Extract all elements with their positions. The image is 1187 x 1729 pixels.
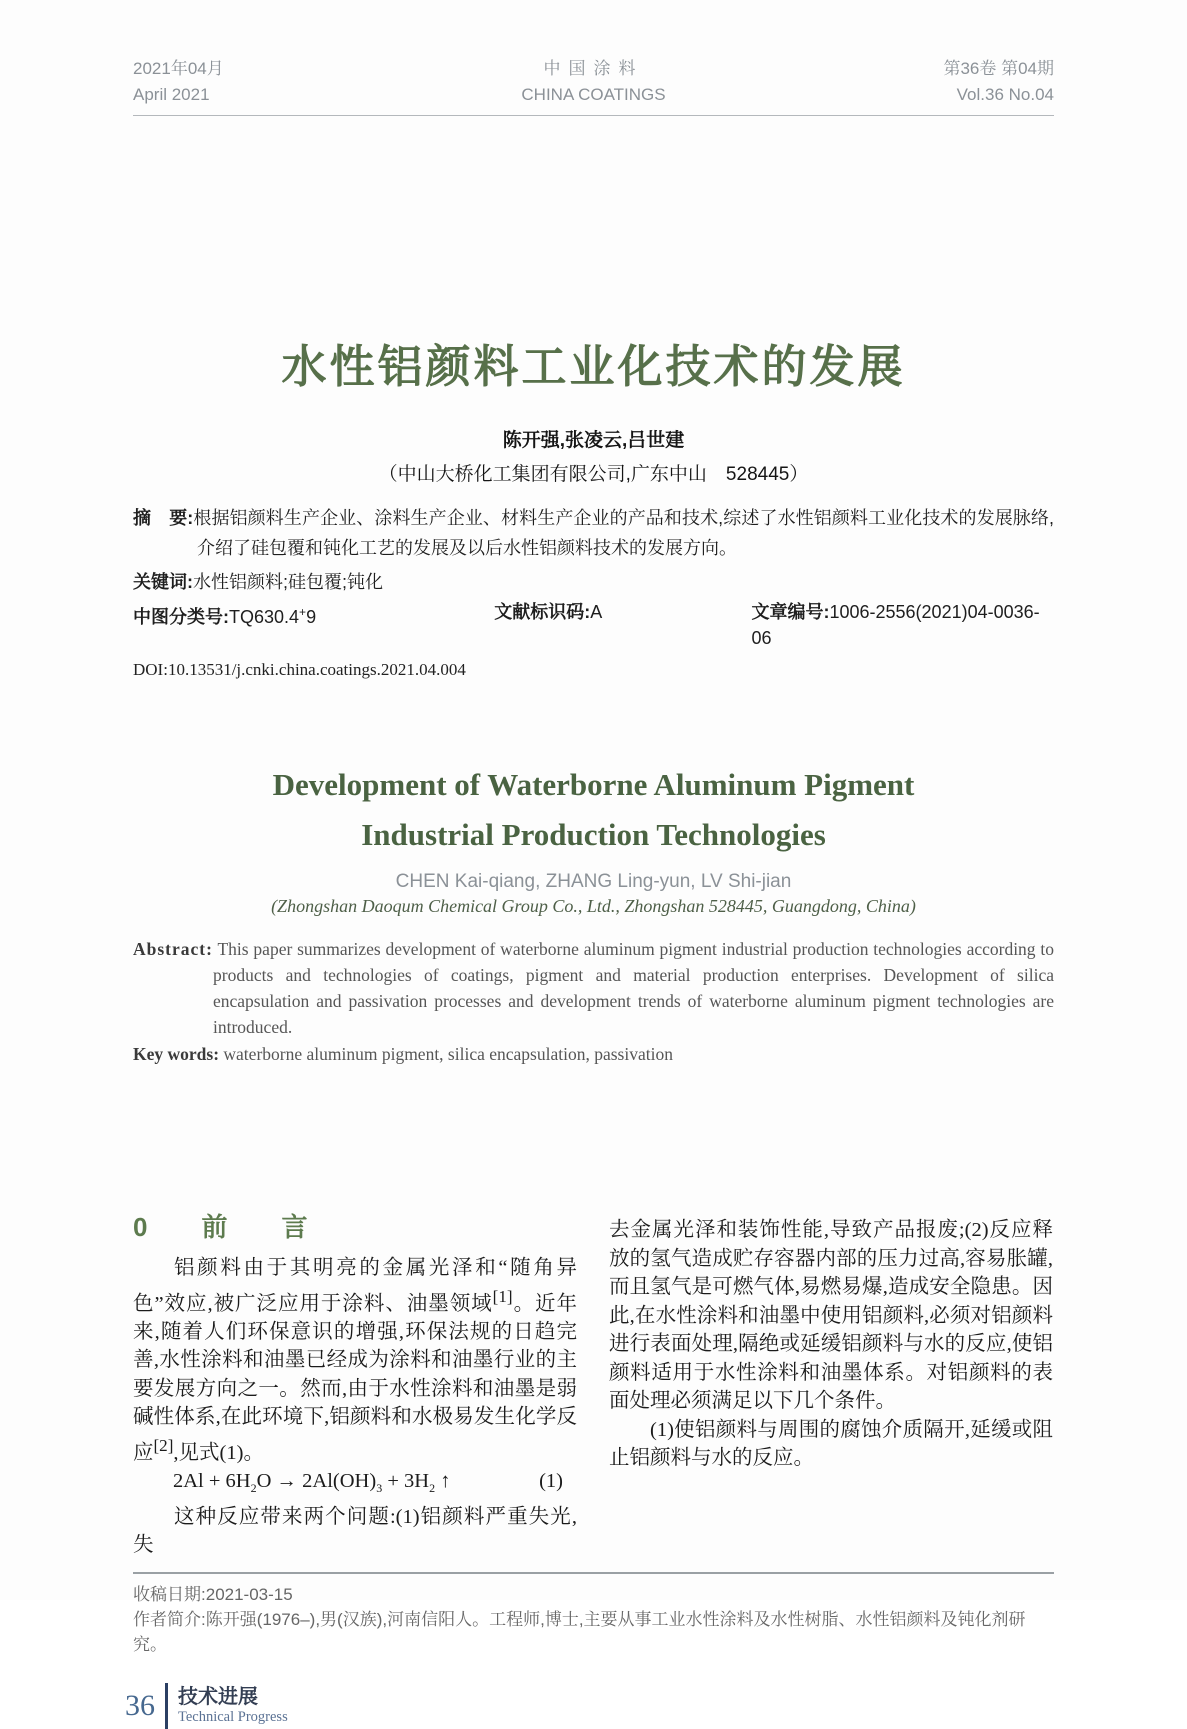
author-bio [133, 1607, 1054, 1657]
abstract-zh [133, 503, 1054, 563]
document-code-value: A [590, 602, 603, 622]
section-heading: 0 前 言 [133, 1212, 322, 1242]
clc-value: TQ630.4 [229, 607, 300, 627]
header-journal-name [440, 56, 747, 108]
affiliation-en: (Zhongshan Daoqum Chemical Group Co., Ltd., Zhongshan 528445, Guangdong, China) [271, 896, 916, 916]
paragraph-text: ,见式(1)。 [173, 1441, 264, 1464]
received-date-label: 收稿日期: [133, 1584, 206, 1604]
author-bio-value: 陈开强(1976–),男(汉族),河南信阳人。工程师,博士,主要从事工业水性涂料及水性树脂、水性铝颜料及钝化剂研究。 [133, 1609, 1026, 1654]
abstract-en [133, 936, 1054, 1040]
equation-number: (1) [539, 1470, 563, 1493]
keywords-zh-label: 关键词: [133, 572, 193, 592]
paper-title-en-line1: Development of Waterborne Aluminum Pigment [272, 767, 915, 802]
paper-title-en [133, 760, 1054, 860]
article-id [751, 599, 1054, 651]
author-bio-label: 作者简介: [133, 1609, 206, 1629]
paragraph-text: 。近年来,随着人们环保意识的增强,环保法规的日趋完善,水性涂料和油墨已经成为涂料和油墨行业的主要发展方向之一。然而,由于水性涂料和油墨是弱碱性体系,在此环境下,铝颜料和水极易发生化学反应 [133, 1292, 577, 1464]
received-date [133, 1582, 1054, 1607]
document-code [494, 599, 751, 651]
column-title-en: Technical Progress [178, 1708, 288, 1725]
clc-tail: 9 [306, 607, 317, 627]
header-issue-zh: 第36卷 第04期 [943, 59, 1054, 78]
clc-number [133, 599, 494, 651]
abstract-en-text: This paper summarizes development of waterborne aluminum pigment industrial production technologies according to products and technologies of coatings, pigment and material production enterprises. Development of silica encapsulation and passivation processes and development trends of waterborne aluminum pigment technologies are introduced. [213, 939, 1055, 1037]
clc-superscript: + [299, 605, 307, 619]
keywords-en-text: waterborne aluminum pigment, silica encapsulation, passivation [223, 1044, 673, 1064]
body-column-left [133, 1209, 577, 1560]
article-id-label: 文章编号: [751, 602, 830, 622]
column-title-zh: 技术进展 [178, 1685, 258, 1708]
journal-name-en: CHINA COATINGS [521, 85, 666, 104]
doi: DOI:10.13531/j.cnki.china.coatings.2021.04.004 [133, 660, 466, 679]
received-date-value: 2021-03-15 [205, 1584, 293, 1604]
body-paragraph: 这种反应带来两个问题:(1)铝颜料严重失光,失 [133, 1505, 577, 1557]
keywords-en [133, 1041, 1054, 1067]
body-paragraph: 去金属光泽和装饰性能,导致产品报废;(2)反应释放的氢气造成贮存容器内部的压力过高,容易胀罐,而且氢气是可燃气体,易燃易爆,造成安全隐患。因此,在水性涂料和油墨中使用铝颜料,必须对铝颜料进行表面处理,隔绝或延缓铝颜料与水的反应,使铝颜料适用于水性涂料和油墨体系。对铝颜料的表面处理必须满足以下几个条件。 [609, 1219, 1053, 1412]
abstract-zh-text: 根据铝颜料生产企业、涂料生产企业、材料生产企业的产品和技术,综述了水性铝颜料工业化技术的发展脉络,介绍了硅包覆和钝化工艺的发展及以后水性铝颜料技术的发展方向。 [193, 508, 1055, 558]
chemical-equation [133, 1467, 577, 1503]
authors-zh: 陈开强,张凌云,吕世建 [502, 430, 685, 451]
paragraph-text: 铝颜料由于其明亮的金属光泽和“随角异色”效应,被广泛应用于涂料、油墨领域 [133, 1257, 577, 1315]
header-issue-en: Vol.36 No.04 [956, 85, 1054, 104]
paper-title-en-line2: Industrial Production Technologies [361, 817, 826, 852]
journal-header [133, 0, 1054, 116]
header-issue [747, 56, 1054, 108]
keywords-zh [133, 568, 1054, 596]
page-number: 36 [125, 1688, 155, 1722]
document-code-label: 文献标识码: [494, 602, 591, 622]
equation-formula: $2Al + 6H_2O \to 2Al(OH)_3 + 3H_2$ ↑ [173, 1470, 451, 1496]
keywords-en-label: Key words: [133, 1044, 220, 1064]
abstract-en-label: Abstract: [133, 939, 213, 959]
affiliation-zh: （中山大桥化工集团有限公司,广东中山 528445） [378, 464, 809, 485]
article-id-value: 1006-2556(2021)04-0036-06 [751, 602, 1040, 648]
paper-title-zh: 水性铝颜料工业化技术的发展 [281, 341, 906, 392]
abstract-zh-label: 摘 要: [133, 508, 194, 528]
reference-mark-2: [2] [153, 1435, 174, 1455]
body-paragraph: (1)使铝颜料与周围的腐蚀介质隔开,延缓或阻止铝颜料与水的反应。 [609, 1418, 1053, 1469]
clc-label: 中图分类号: [133, 607, 229, 627]
body-paragraph [133, 1254, 577, 1467]
header-date-zh: 2021年04月 [133, 59, 224, 78]
body-columns [133, 1209, 1054, 1560]
journal-name-zh: 中国涂料 [543, 59, 644, 78]
page-footer [125, 1683, 1054, 1729]
body-column-right [609, 1209, 1053, 1560]
reference-mark-1: [1] [492, 1286, 513, 1306]
footnote [133, 1572, 1054, 1657]
header-date [133, 56, 440, 108]
keywords-zh-text: 水性铝颜料;硅包覆;钝化 [193, 572, 384, 592]
authors-en: CHEN Kai-qiang, ZHANG Ling-yun, LV Shi-jian [395, 871, 792, 892]
meta-row [133, 599, 1054, 651]
header-date-en: April 2021 [133, 85, 210, 104]
column-title [168, 1686, 288, 1726]
